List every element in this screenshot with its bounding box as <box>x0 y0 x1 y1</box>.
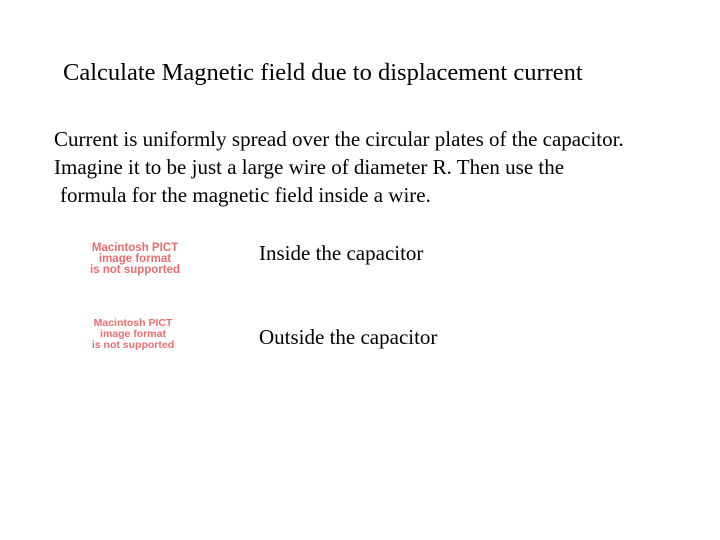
placeholder-line: is not supported <box>89 264 181 276</box>
body-line: formula for the magnetic field inside a wire. <box>60 183 431 207</box>
unsupported-image-placeholder-inside <box>56 243 214 276</box>
slide-title: Calculate Magnetic field due to displacement current <box>63 59 583 86</box>
unsupported-image-placeholder-outside <box>72 318 194 351</box>
placeholder-line: Macintosh PICT <box>93 317 173 329</box>
body-line: Current is uniformly spread over the circular plates of the capacitor. <box>54 127 624 151</box>
body-text <box>54 125 714 209</box>
caption-inside: Inside the capacitor <box>259 241 424 265</box>
placeholder-line: image format <box>100 328 166 340</box>
placeholder-line: image format <box>98 253 172 265</box>
caption-outside: Outside the capacitor <box>259 325 438 349</box>
placeholder-line: is not supported <box>91 339 175 351</box>
placeholder-line: Macintosh PICT <box>91 242 179 254</box>
body-line: Imagine it to be just a large wire of diameter R. Then use the <box>54 155 565 179</box>
